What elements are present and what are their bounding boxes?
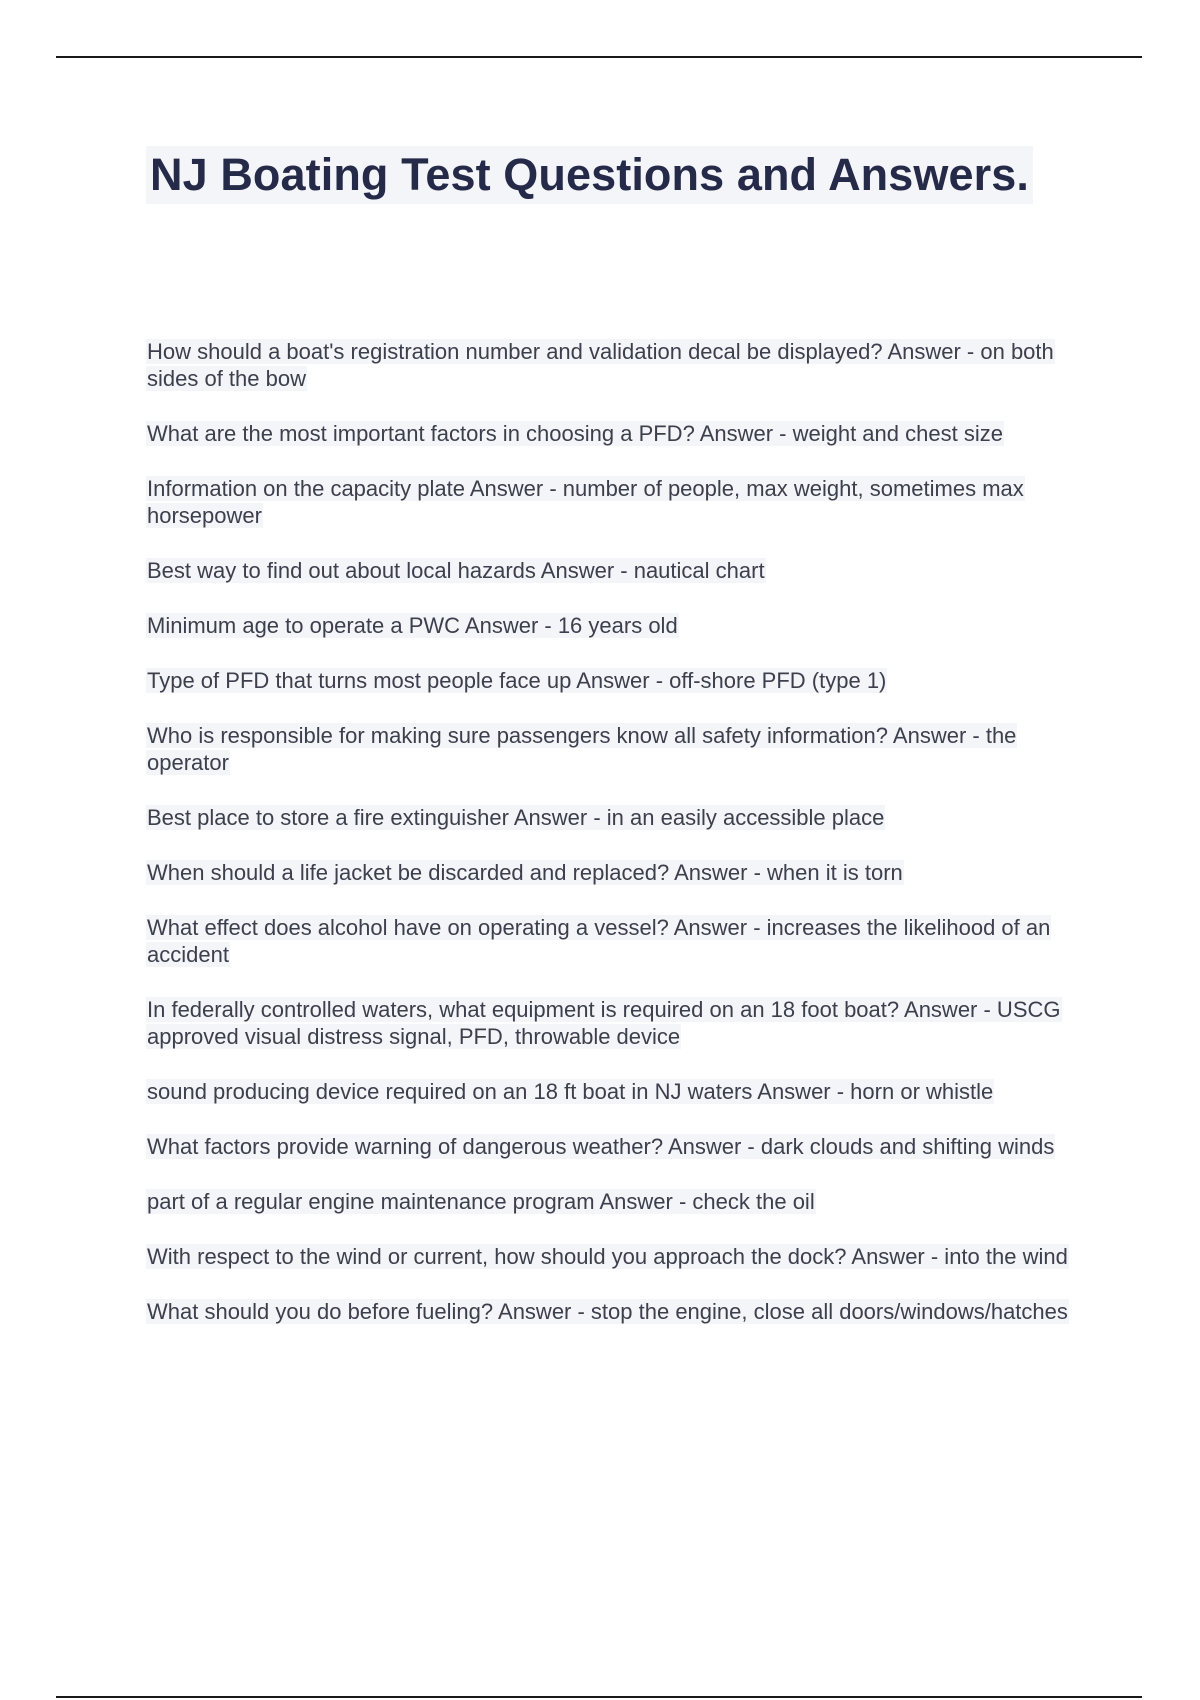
page-title: NJ Boating Test Questions and Answers. bbox=[146, 146, 1033, 204]
qa-item bbox=[146, 722, 1091, 776]
qa-text: Type of PFD that turns most people face up Answer - off-shore PFD (type 1) bbox=[147, 668, 887, 693]
qa-item bbox=[146, 475, 1091, 529]
qa-text: Who is responsible for making sure passengers know all safety information? Answer - the operator bbox=[147, 723, 1017, 775]
qa-list bbox=[146, 338, 1091, 1353]
top-rule bbox=[56, 56, 1142, 58]
qa-item bbox=[146, 804, 1091, 831]
qa-item bbox=[146, 996, 1091, 1050]
qa-item bbox=[146, 1133, 1091, 1160]
qa-text: sound producing device required on an 18 ft boat in NJ waters Answer - horn or whistle bbox=[147, 1079, 994, 1104]
qa-text: Information on the capacity plate Answer - number of people, max weight, sometimes max horsepower bbox=[147, 476, 1024, 528]
qa-text: What should you do before fueling? Answer - stop the engine, close all doors/windows/hatches bbox=[147, 1299, 1068, 1324]
title-block bbox=[146, 146, 1033, 204]
qa-text: What factors provide warning of dangerous weather? Answer - dark clouds and shifting winds bbox=[147, 1134, 1055, 1159]
qa-item bbox=[146, 859, 1091, 886]
qa-text: What effect does alcohol have on operating a vessel? Answer - increases the likelihood of an accident bbox=[147, 915, 1051, 967]
bottom-rule bbox=[56, 1696, 1142, 1698]
qa-text: Minimum age to operate a PWC Answer - 16 years old bbox=[147, 613, 678, 638]
qa-item bbox=[146, 914, 1091, 968]
qa-text: With respect to the wind or current, how should you approach the dock? Answer - into the wind bbox=[147, 1244, 1068, 1269]
qa-item bbox=[146, 1188, 1091, 1215]
qa-item bbox=[146, 557, 1091, 584]
qa-text: Best way to find out about local hazards Answer - nautical chart bbox=[147, 558, 765, 583]
qa-item bbox=[146, 612, 1091, 639]
qa-text: In federally controlled waters, what equipment is required on an 18 foot boat? Answer - USCG approved visual distress signal, PFD, throwable device bbox=[147, 997, 1061, 1049]
qa-item bbox=[146, 1298, 1091, 1325]
qa-item bbox=[146, 667, 1091, 694]
qa-text: When should a life jacket be discarded and replaced? Answer - when it is torn bbox=[147, 860, 903, 885]
qa-text: part of a regular engine maintenance program Answer - check the oil bbox=[147, 1189, 815, 1214]
qa-item bbox=[146, 338, 1091, 392]
qa-text: How should a boat's registration number and validation decal be displayed? Answer - on both sides of the bow bbox=[147, 339, 1054, 391]
qa-item bbox=[146, 1078, 1091, 1105]
qa-text: What are the most important factors in choosing a PFD? Answer - weight and chest size bbox=[147, 421, 1003, 446]
qa-item bbox=[146, 1243, 1091, 1270]
qa-text: Best place to store a fire extinguisher Answer - in an easily accessible place bbox=[147, 805, 885, 830]
qa-item bbox=[146, 420, 1091, 447]
